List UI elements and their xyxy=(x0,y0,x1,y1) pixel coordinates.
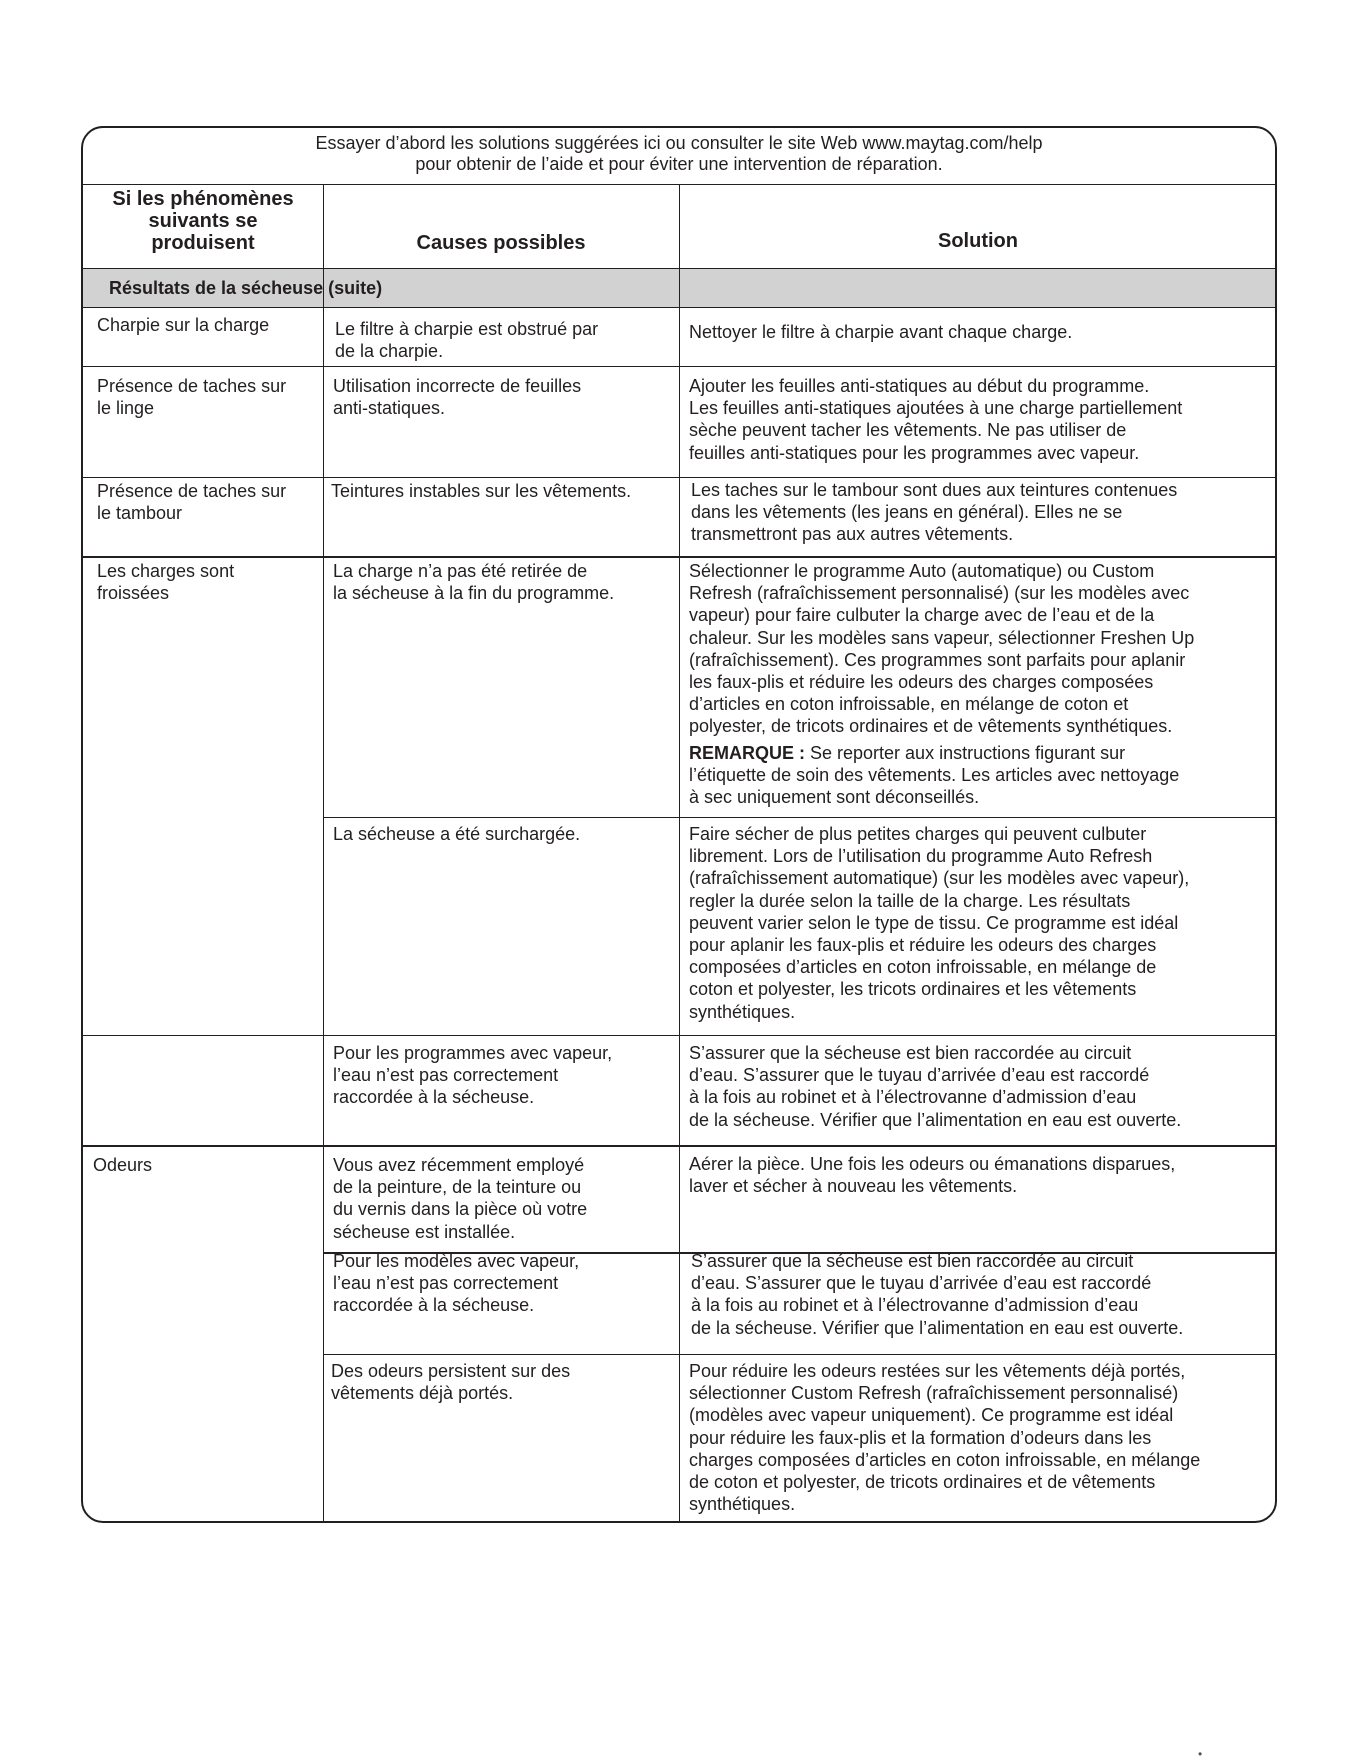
remark-note xyxy=(689,742,1179,809)
remark-text: Se reporter aux instructions figurant sur l’étiquette de soin des vêtements. Les articles avec nettoyage à sec uniquement sont déconseillés. xyxy=(689,743,1180,808)
solution-cell: Ajouter les feuilles anti-statiques au début du programme. Les feuilles anti-statiques ajoutées à une charge partiellement sèche peuvent tacher les vêtements. Ne pas utiliser de feuilles anti-statiques pour les programmes avec vapeur. xyxy=(689,376,1183,463)
cause-cell: La sécheuse a été surchargée. xyxy=(333,824,581,844)
row-divider xyxy=(323,817,1275,818)
cause-cell: Pour les modèles avec vapeur, l’eau n’est pas correctement raccordée à la sécheuse. xyxy=(333,1251,580,1316)
page-corner-mark: • xyxy=(1198,1747,1203,1761)
intro-line-2: pour obtenir de l’aide et pour éviter une intervention de réparation. xyxy=(415,154,943,174)
solution-cell: S’assurer que la sécheuse est bien raccordée au circuit d’eau. S’assurer que le tuyau d’arrivée d’eau est raccordé à la fois au robinet et à l’électrovanne d’admission d’eau de la sécheuse. Vérifier que l’alimentation en eau est ouverte. xyxy=(691,1251,1184,1338)
solution-cell: Pour réduire les odeurs restées sur les vêtements déjà portés, sélectionner Custom Refresh (rafraîchissement personnalisé) (modèles avec vapeur uniquement). Ce programme est idéal pour réduire les faux-plis et la formation d’odeurs dans les charges composées d’articles en coton infroissable, en mélange de coton et polyester, de tricots ordinaires et de vêtements synthétiques. xyxy=(689,1361,1201,1515)
section-title: Résultats de la sécheuse (suite) xyxy=(109,278,383,298)
header-solution: Solution xyxy=(938,230,1018,252)
column-divider xyxy=(679,184,680,1523)
solution-cell: Faire sécher de plus petites charges qui peuvent culbuter librement. Lors de l’utilisation du programme Auto Refresh (rafraîchissement automatique) (sur les modèles avec vapeur), regler la durée selon la taille de la charge. Les résultats peuvent varier selon le type de tissu. Ce programme est idéal pour aplanir les faux-plis et réduire les odeurs des charges composées d’articles en coton infroissable, en mélange de coton et polyester, les tricots ordinaires et les vêtements synthétiques. xyxy=(689,824,1190,1022)
problem-cell: Odeurs xyxy=(93,1155,153,1175)
problem-cell: Présence de taches sur le tambour xyxy=(97,481,287,524)
solution-cell: Les taches sur le tambour sont dues aux teintures contenues dans les vêtements (les jeans en général). Elles ne se transmettront pas aux autres vêtements. xyxy=(691,480,1178,545)
cause-cell: Des odeurs persistent sur des vêtements déjà portés. xyxy=(331,1361,571,1404)
problem-cell: Charpie sur la charge xyxy=(97,315,270,335)
cause-cell: Pour les programmes avec vapeur, l’eau n’est pas correctement raccordée à la sécheuse. xyxy=(333,1043,613,1108)
troubleshooting-table xyxy=(81,126,1277,1523)
intro-banner xyxy=(83,128,1275,185)
problem-cell: Les charges sont froissées xyxy=(97,561,235,604)
solution-cell: Aérer la pièce. Une fois les odeurs ou émanations disparues, laver et sécher à nouveau les vêtements. xyxy=(689,1154,1176,1197)
solution-cell: Nettoyer le filtre à charpie avant chaque charge. xyxy=(689,322,1073,342)
cause-cell: La charge n’a pas été retirée de la sécheuse à la fin du programme. xyxy=(333,561,615,604)
problem-cell: Présence de taches sur le linge xyxy=(97,376,287,419)
row-divider xyxy=(323,1354,1275,1355)
header-problem: Si les phénomènes suivants se produisent xyxy=(112,188,294,254)
column-divider xyxy=(323,184,324,1523)
cause-cell: Utilisation incorrecte de feuilles anti-statiques. xyxy=(333,376,582,419)
cause-cell: Teintures instables sur les vêtements. xyxy=(331,481,632,501)
solution-cell: S’assurer que la sécheuse est bien raccordée au circuit d’eau. S’assurer que le tuyau d’arrivée d’eau est raccordé à la fois au robinet et à l’électrovanne d’admission d’eau de la sécheuse. Vérifier que l’alimentation en eau est ouverte. xyxy=(689,1043,1182,1130)
cause-cell: Vous avez récemment employé de la peinture, de la teinture ou du vernis dans la pièce où votre sécheuse est installée. xyxy=(333,1155,588,1242)
solution-cell: Sélectionner le programme Auto (automatique) ou Custom Refresh (rafraîchissement personnalisé) (sur les modèles avec vapeur) pour faire culbuter la charge avec de l’eau et de la chaleur. Sur les modèles sans vapeur, sélectionner Freshen Up (rafraîchissement). Ces programmes sont parfaits pour aplanir les faux-plis et réduire les odeurs des charges composées d’articles en coton infroissable, en mélange de coton et polyester, de tricots ordinaires et de vêtements synthétiques. xyxy=(689,561,1195,737)
cause-cell: Le filtre à charpie est obstrué par de la charpie. xyxy=(335,319,599,362)
intro-line-1: Essayer d’abord les solutions suggérées ici ou consulter le site Web www.maytag.com/help xyxy=(315,133,1043,153)
header-causes: Causes possibles xyxy=(416,232,586,254)
remark-label: REMARQUE : xyxy=(689,743,805,763)
